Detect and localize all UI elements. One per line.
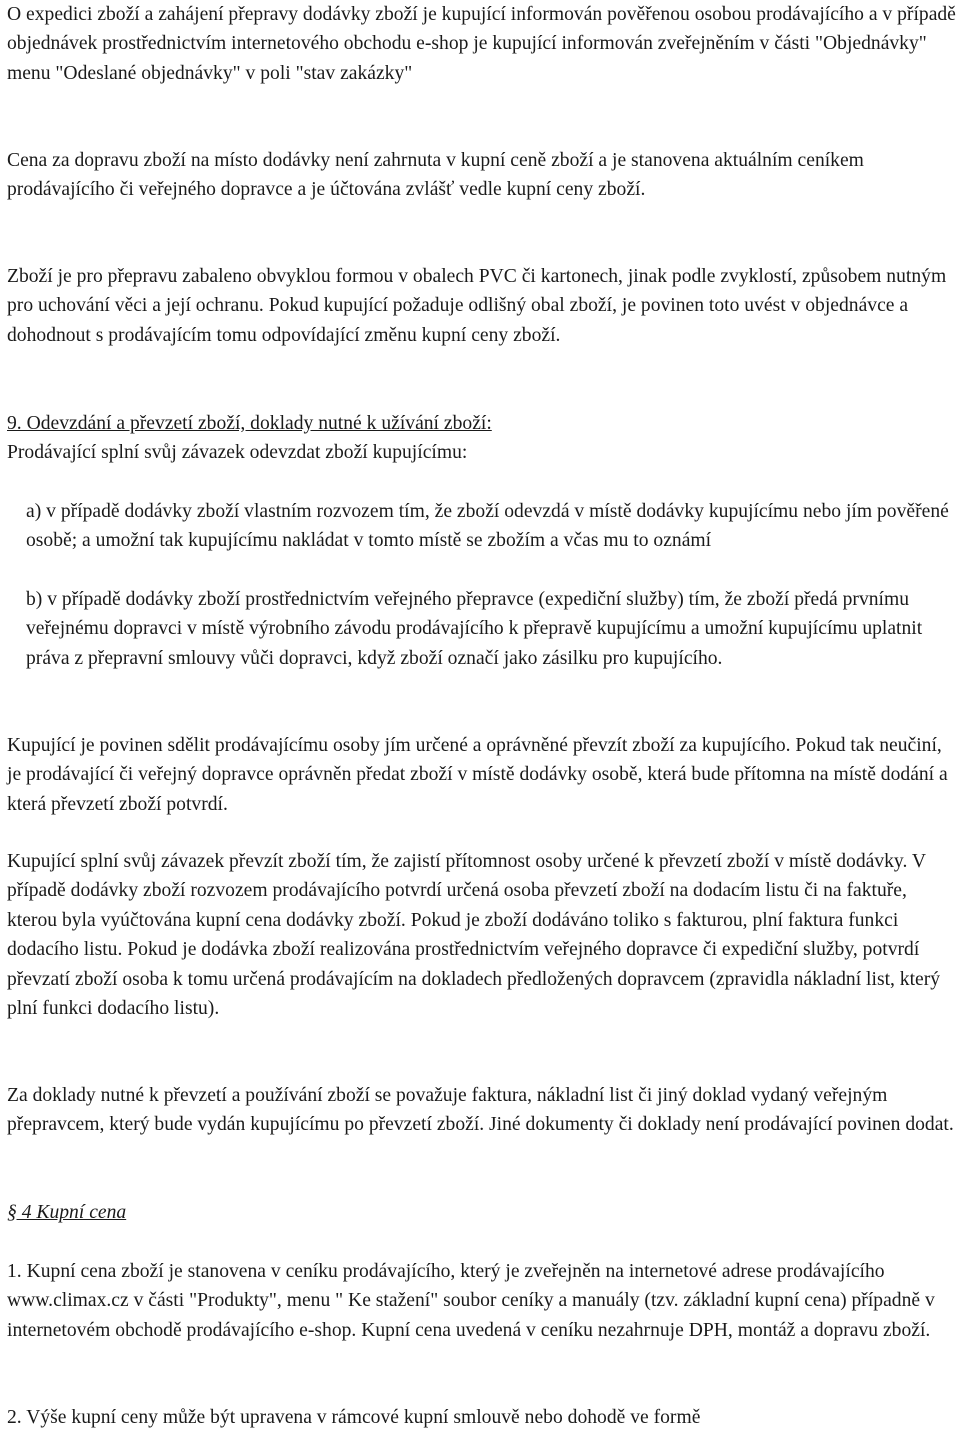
item-a (7, 497, 956, 556)
item-b-text: b) v případě dodávky zboží prostřednictvím veřejného přepravce (expediční služby) tím, že zboží předá prvnímu veřejnému dopravci v místě výrobního závodu prodávajícího k přepravě kupujícímu a umožní kupujícímu uplatnit práva z přepravní smlouvy vůči dopravci, když zboží označí jako zásilku pro kupujícího. (26, 589, 923, 669)
section-4-heading: § 4 Kupní cena (7, 1202, 127, 1223)
section-9-intro: Prodávající splní svůj závazek odevzdat zboží kupujícímu: (7, 442, 468, 463)
paragraph-doklady: Za doklady nutné k převzetí a používání zboží se považuje faktura, nákladní list či jiný doklad vydaný veřejným přepravcem, který bude vydán kupujícímu po převzetí zboží. Jiné dokumenty či doklady není prodávající povinen dodat. (7, 1085, 954, 1136)
paragraph-povinen: Kupující je povinen sdělit prodávajícímu osoby jím určené a oprávněné převzít zboží za kupujícího. Pokud tak neučiní, je prodávající či veřejný dopravce oprávněn předat zboží v místě dodávky osobě, která bude přítomna na místě dodání a která převzetí zboží potvrdí. (7, 735, 948, 815)
paragraph-splni: Kupující splní svůj závazek převzít zboží tím, že zajistí přítomnost osoby určené k převzetí zboží v místě dodávky. V případě dodávky zboží rozvozem prodávajícího potvrdí určená osoba převzetí zboží na dodacím listu či na faktuře, kterou byla vyúčtována kupní cena dodávky zboží. Pokud je zboží dodáváno toliko s fakturou, plní faktura funkci dodacího listu. Pokud je dodávka zboží realizována prostřednictvím veřejného dopravce či expediční služby, potvrdí převzatí zboží osoba k tomu určená prodávajícím na dokladech předložených dopravcem (zpravidla nákladní list, který plní funkci dodacího listu). (7, 851, 941, 1020)
paragraph-cena-dopravy: Cena za dopravu zboží na místo dodávky není zahrnuta v kupní ceně zboží a je stanovena aktuálním ceníkem prodávajícího či veřejného dopravce a je účtována zvlášť vedle kupní ceny zboží. (7, 150, 864, 201)
paragraph-obal: Zboží je pro přepravu zabaleno obvyklou formou v obalech PVC či kartonech, jinak podle zvyklostí, způsobem nutným pro uchování věci a její ochranu. Pokud kupující požaduje odlišný obal zboží, je povinen toto uvést v objednávce a dohodnout s prodávajícím tomu odpovídající změnu kupní ceny zboží. (7, 266, 947, 346)
section-9-heading: 9. Odevzdání a převzetí zboží, doklady nutné k užívání zboží: (7, 413, 492, 434)
item-a-text: a) v případě dodávky zboží vlastním rozvozem tím, že zboží odevzdá v místě dodávky kupujícímu nebo jím pověřené osobě; a umožní tak kupujícímu nakládat v tomto místě se zbožím a včas mu to oznámí (26, 501, 949, 552)
paragraph-kupni-cena-1: 1. Kupní cena zboží je stanovena v ceníku prodávajícího, který je zveřejněn na internetové adrese prodávajícího www.climax.cz v části "Produkty", menu " Ke stažení" soubor ceníky a manuály (tzv. základní kupní cena) případně v internetovém obchodě prodávajícího e-shop. Kupní cena uvedená v ceníku nezahrnuje DPH, montáž a dopravu zboží. (7, 1261, 935, 1341)
paragraph-kupni-cena-2: 2. Výše kupní ceny může být upravena v rámcové kupní smlouvě nebo dohodě ve formě (7, 1407, 701, 1428)
item-b (7, 585, 956, 673)
paragraph-expedice: O expedici zboží a zahájení přepravy dodávky zboží je kupující informován pověřenou osobou prodávajícího a v případě objednávek prostřednictvím internetového obchodu e-shop je kupující informován zveřejněním v části "Objednávky" menu "Odeslané objednávky" v poli "stav zakázky" (7, 4, 956, 84)
